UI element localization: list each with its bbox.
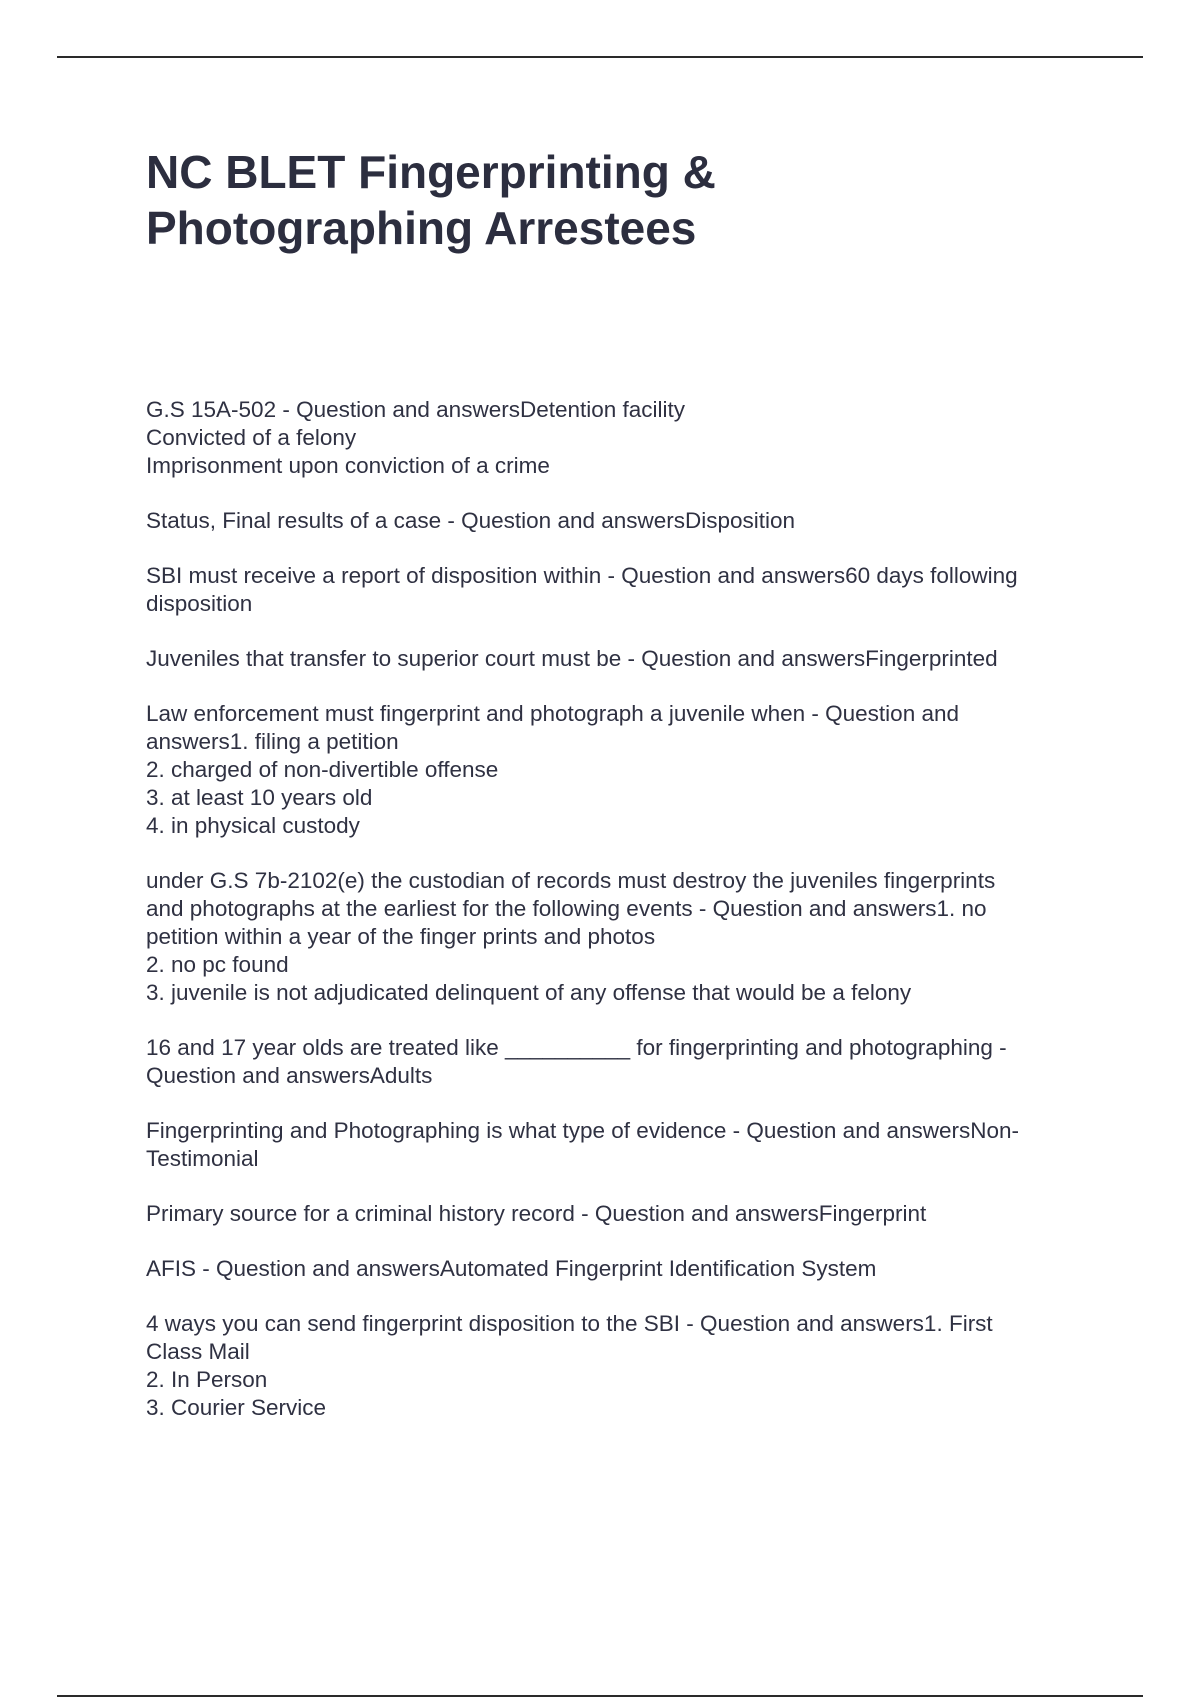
qa-line: Primary source for a criminal history record - Question and answersFingerprint	[146, 1201, 927, 1226]
title-line-2: Photographing Arrestees	[146, 202, 697, 254]
qa-line: 3. juvenile is not adjudicated delinquent of any offense that would be a felony	[146, 980, 912, 1005]
qa-line: Status, Final results of a case - Question and answersDisposition	[146, 508, 796, 533]
qa-line: Law enforcement must fingerprint and photograph a juvenile when - Question and	[146, 701, 959, 726]
qa-line: 16 and 17 year olds are treated like __________ for fingerprinting and photographing -	[146, 1035, 1007, 1060]
qa-line: and photographs at the earliest for the following events - Question and answers1. no	[146, 896, 987, 921]
qa-line: AFIS - Question and answersAutomated Fingerprint Identification System	[146, 1256, 877, 1281]
qa-line: G.S 15A-502 - Question and answersDetention facility	[146, 397, 686, 422]
qa-line: 4. in physical custody	[146, 813, 360, 838]
qa-item	[146, 562, 1096, 618]
qa-item	[146, 1117, 1096, 1173]
qa-item	[146, 1034, 1096, 1090]
qa-line: Class Mail	[146, 1339, 250, 1364]
qa-line: Testimonial	[146, 1146, 259, 1171]
qa-line: Fingerprinting and Photographing is what type of evidence - Question and answersNon-	[146, 1118, 1020, 1143]
qa-line: SBI must receive a report of disposition within - Question and answers60 days following	[146, 563, 1018, 588]
qa-line: 3. Courier Service	[146, 1395, 327, 1420]
qa-line: Convicted of a felony	[146, 425, 357, 450]
qa-line: under G.S 7b-2102(e) the custodian of records must destroy the juveniles fingerprints	[146, 868, 996, 893]
qa-line: 4 ways you can send fingerprint disposition to the SBI - Question and answers1. First	[146, 1311, 993, 1336]
qa-line: 2. charged of non-divertible offense	[146, 757, 499, 782]
qa-line: disposition	[146, 591, 253, 616]
qa-line: Imprisonment upon conviction of a crime	[146, 453, 550, 478]
title-line-1: NC BLET Fingerprinting &	[146, 146, 716, 198]
qa-line: petition within a year of the finger prints and photos	[146, 924, 656, 949]
top-divider	[57, 56, 1143, 58]
qa-item	[146, 700, 1096, 840]
qa-line: answers1. filing a petition	[146, 729, 399, 754]
qa-item	[146, 867, 1096, 1007]
qa-list	[146, 396, 1096, 1449]
qa-line: Juveniles that transfer to superior court must be - Question and answersFingerprinted	[146, 646, 998, 671]
qa-item	[146, 1310, 1096, 1422]
qa-item	[146, 1255, 1096, 1283]
document-title	[146, 144, 1046, 256]
qa-item	[146, 1200, 1096, 1228]
qa-item	[146, 396, 1096, 480]
qa-item	[146, 507, 1096, 535]
bottom-divider	[57, 1695, 1143, 1697]
qa-line: 2. In Person	[146, 1367, 268, 1392]
qa-line: Question and answersAdults	[146, 1063, 433, 1088]
qa-item	[146, 645, 1096, 673]
qa-line: 2. no pc found	[146, 952, 289, 977]
qa-line: 3. at least 10 years old	[146, 785, 373, 810]
